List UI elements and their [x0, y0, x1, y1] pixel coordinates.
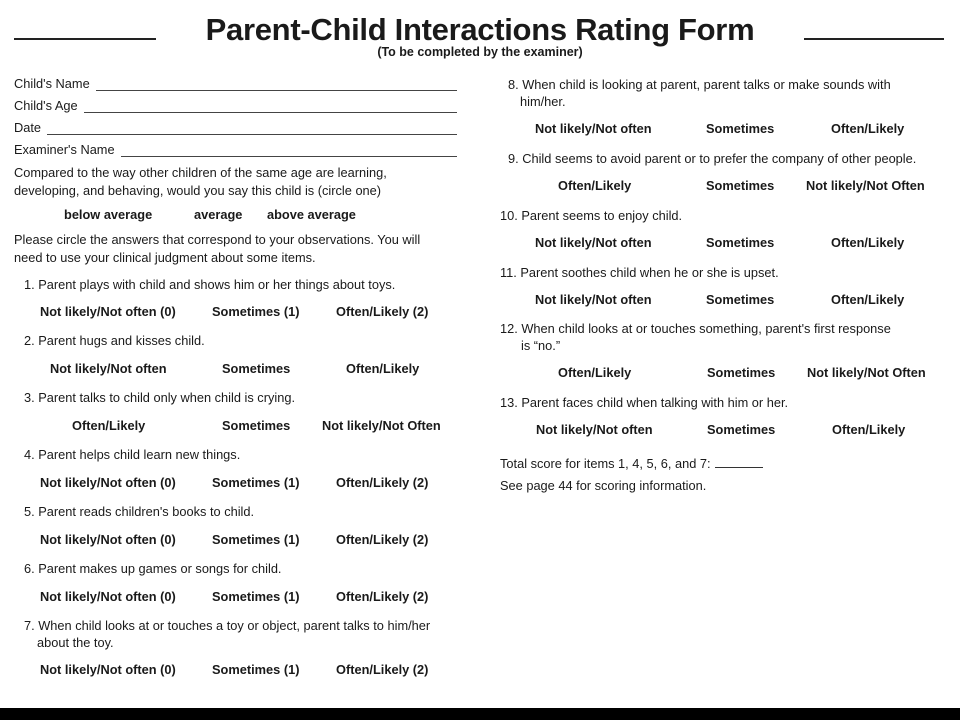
item-10-text: 10. Parent seems to enjoy child. — [500, 208, 683, 223]
item-1-option-c[interactable]: Often/Likely (2) — [336, 304, 429, 319]
item-12-line-2: is “no.” — [521, 338, 561, 353]
item-7-line-1: 7. When child looks at or touches a toy or object, parent talks to him/her — [24, 618, 431, 633]
item-6-option-a[interactable]: Not likely/Not often (0) — [40, 589, 176, 604]
option-above-average[interactable]: above average — [267, 207, 356, 222]
childs-name-line[interactable] — [96, 78, 457, 91]
item-2-option-c[interactable]: Often/Likely — [346, 361, 420, 376]
item-8-text — [508, 76, 891, 110]
item-5-text: 5. Parent reads children's books to child. — [24, 504, 255, 519]
item-7-text — [24, 617, 430, 651]
item-7-option-b[interactable]: Sometimes (1) — [212, 662, 300, 677]
item-12-option-a[interactable]: Often/Likely — [558, 365, 632, 380]
item-11-option-b[interactable]: Sometimes — [706, 292, 775, 307]
total-score-blank[interactable] — [715, 456, 763, 468]
date-line[interactable] — [47, 122, 457, 135]
item-3-text: 3. Parent talks to child only when child is crying. — [24, 390, 295, 405]
total-score-label: Total score for items 1, 4, 5, 6, and 7: — [500, 456, 711, 471]
compare-line-1: Compared to the way other children of the same age are learning, — [14, 165, 387, 180]
title-row — [0, 8, 960, 48]
item-6-option-c[interactable]: Often/Likely (2) — [336, 589, 429, 604]
childs-name-field[interactable] — [14, 76, 457, 91]
item-1-text: 1. Parent plays with child and shows him or her things about toys. — [24, 277, 396, 292]
date-field[interactable] — [14, 120, 457, 135]
item-2-text: 2. Parent hugs and kisses child. — [24, 333, 205, 348]
compare-question — [14, 164, 387, 200]
item-9-option-a[interactable]: Often/Likely — [558, 178, 632, 193]
item-10-option-a[interactable]: Not likely/Not often — [535, 235, 652, 250]
item-9-text: 9. Child seems to avoid parent or to prefer the company of other people. — [508, 151, 917, 166]
item-1-option-b[interactable]: Sometimes (1) — [212, 304, 300, 319]
scoring-info: See page 44 for scoring information. — [500, 478, 707, 493]
item-4-option-a[interactable]: Not likely/Not often (0) — [40, 475, 176, 490]
item-13-option-b[interactable]: Sometimes — [707, 422, 776, 437]
item-5-option-c[interactable]: Often/Likely (2) — [336, 532, 429, 547]
item-4-option-c[interactable]: Often/Likely (2) — [336, 475, 429, 490]
item-12-text — [500, 320, 891, 354]
instructions — [14, 231, 420, 267]
examiners-name-field[interactable] — [14, 142, 457, 157]
item-6-text: 6. Parent makes up games or songs for child. — [24, 561, 282, 576]
item-2-option-b[interactable]: Sometimes — [222, 361, 291, 376]
compare-line-2: developing, and behaving, would you say this child is (circle one) — [14, 183, 382, 198]
item-9-option-b[interactable]: Sometimes — [706, 178, 775, 193]
item-8-option-c[interactable]: Often/Likely — [831, 121, 905, 136]
item-5-option-a[interactable]: Not likely/Not often (0) — [40, 532, 176, 547]
childs-age-line[interactable] — [84, 100, 457, 113]
item-13-text: 13. Parent faces child when talking with him or her. — [500, 395, 789, 410]
item-3-option-b[interactable]: Sometimes — [222, 418, 291, 433]
item-10-option-c[interactable]: Often/Likely — [831, 235, 905, 250]
item-11-option-c[interactable]: Often/Likely — [831, 292, 905, 307]
instructions-line-1: Please circle the answers that correspond to your observations. You will — [14, 232, 421, 247]
field-label: Examiner's Name — [14, 142, 115, 157]
field-label: Child's Name — [14, 76, 90, 91]
item-2-option-a[interactable]: Not likely/Not often — [50, 361, 167, 376]
item-7-option-c[interactable]: Often/Likely (2) — [336, 662, 429, 677]
examiners-name-line[interactable] — [121, 144, 457, 157]
item-13-option-c[interactable]: Often/Likely — [832, 422, 906, 437]
item-12-option-c[interactable]: Not likely/Not Often — [807, 365, 926, 380]
item-13-option-a[interactable]: Not likely/Not often — [536, 422, 653, 437]
total-score-line — [500, 455, 763, 472]
item-4-option-b[interactable]: Sometimes (1) — [212, 475, 300, 490]
item-3-option-c[interactable]: Not likely/Not Often — [322, 418, 441, 433]
item-11-text: 11. Parent soothes child when he or she is upset. — [500, 265, 779, 280]
item-6-option-b[interactable]: Sometimes (1) — [212, 589, 300, 604]
item-7-option-a[interactable]: Not likely/Not often (0) — [40, 662, 176, 677]
option-average[interactable]: average — [194, 207, 243, 222]
option-below-average[interactable]: below average — [64, 207, 153, 222]
page-subtitle: (To be completed by the examiner) — [377, 45, 583, 59]
item-8-option-a[interactable]: Not likely/Not often — [535, 121, 652, 136]
item-8-line-2: him/her. — [520, 94, 566, 109]
item-10-option-b[interactable]: Sometimes — [706, 235, 775, 250]
item-8-line-1: 8. When child is looking at parent, parent talks or make sounds with — [508, 77, 891, 92]
item-9-option-c[interactable]: Not likely/Not Often — [806, 178, 925, 193]
page-title: Parent-Child Interactions Rating Form — [205, 12, 755, 47]
item-7-line-2: about the toy. — [37, 635, 114, 650]
item-8-option-b[interactable]: Sometimes — [706, 121, 775, 136]
field-label: Date — [14, 120, 42, 135]
instructions-line-2: need to use your clinical judgment about some items. — [14, 250, 316, 265]
item-5-option-b[interactable]: Sometimes (1) — [212, 532, 300, 547]
item-11-option-a[interactable]: Not likely/Not often — [535, 292, 652, 307]
item-12-option-b[interactable]: Sometimes — [707, 365, 776, 380]
childs-age-field[interactable] — [14, 98, 457, 113]
item-1-option-a[interactable]: Not likely/Not often (0) — [40, 304, 176, 319]
item-12-line-1: 12. When child looks at or touches something, parent's first response — [500, 321, 891, 336]
item-4-text: 4. Parent helps child learn new things. — [24, 447, 241, 462]
item-3-option-a[interactable]: Often/Likely — [72, 418, 146, 433]
field-label: Child's Age — [14, 98, 78, 113]
